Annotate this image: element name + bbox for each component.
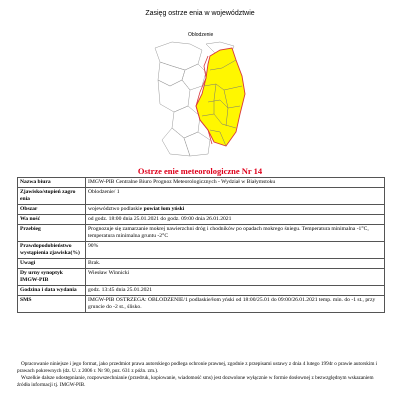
table-row xyxy=(18,258,385,268)
row-label-forecaster: Dy urny synoptyk IMGW-PIB xyxy=(18,268,86,285)
warning-details-table xyxy=(17,177,385,313)
area-county: powiat łom yński xyxy=(143,205,185,212)
row-label-office: Nazwa biura xyxy=(18,178,86,188)
row-value-course: Prognozuje się zamarzanie mokrej nawierzchni dróg i chodników po opadach mokrego śniegu. Temperatura minimalna -1°C, temperatura minimalna gruntu -2°C xyxy=(86,224,385,241)
table-row xyxy=(18,268,385,285)
copyright-notice xyxy=(17,361,385,389)
row-label-sms: SMS xyxy=(18,295,86,312)
row-label-issued: Godzina i data wydania xyxy=(18,285,86,295)
copyright-paragraph-1: Opracowanie niniejsze i jego format, jako przedmiot prawa autorskiego podlega ochronie prawnej, zgodnie z przepisami ustawy z dnia 4 lutego 1994r o prawie autorskim i prawach pokrewnych (dz. U. z 2006 r. Nr 90, poz. 631 z późn. zm.). xyxy=(17,361,378,375)
row-label-area: Obszar xyxy=(18,204,86,214)
row-value-probability: 90% xyxy=(86,241,385,258)
voivodeship-map xyxy=(150,20,250,160)
row-label-course: Przebieg xyxy=(18,224,86,241)
table-row xyxy=(18,187,385,204)
map-title: Zasięg ostrze enia w województwie xyxy=(145,10,255,17)
row-label-remarks: Uwagi xyxy=(18,258,86,268)
table-row xyxy=(18,204,385,214)
table-row xyxy=(18,241,385,258)
row-value-phenomenon: Oblodzenie/ 1 xyxy=(86,187,385,204)
row-label-phenomenon: Zjawisko/stopień zagro enia xyxy=(18,187,86,204)
row-value-office: IMGW-PIB Centralne Biuro Prognoz Meteorologicznych - Wydział w Białymstoku xyxy=(86,178,385,188)
row-value-remarks: Brak. xyxy=(86,258,385,268)
table-row xyxy=(18,224,385,241)
table-row xyxy=(18,178,385,188)
row-label-validity: Wa ność xyxy=(18,214,86,224)
row-value-area xyxy=(86,204,385,214)
row-value-validity: od godz. 18:00 dnia 25.01.2021 do godz. 09:00 dnia 26.01.2021 xyxy=(86,214,385,224)
row-value-sms: IMGW-PIB OSTRZEGA: OBLODZENIE/1 podlaskie/łom yński od 18:00/25.01 do 09:00/26.01.2021 temp. min. do -1 st., przy gruncie do -2 st., ślisko. xyxy=(86,295,385,312)
warning-title: Ostrze enie meteorologiczne Nr 14 xyxy=(137,166,263,176)
region-map xyxy=(150,20,250,160)
row-value-issued: godz. 13:45 dnia 25.01.2021 xyxy=(86,285,385,295)
row-value-forecaster: Wiesław Winnicki xyxy=(86,268,385,285)
table-row xyxy=(18,295,385,312)
map-legend-label: Oblodzenie xyxy=(188,32,214,38)
area-region: województwo podlaskie xyxy=(88,205,144,212)
table-row xyxy=(18,285,385,295)
table-row xyxy=(18,214,385,224)
copyright-paragraph-2: Wszelkie dalsze udostępnianie, rozpowszechnianie (przedruk, kopiowanie, wiadomość sms) jest dozwolone wyłącznie w formie dosłownej z bezwzględnym wskazaniem źródła informacji tj. IMGW-PIB. xyxy=(17,375,374,389)
row-label-probability: Prawdopodobieństwo wystąpienia zjawiska(%) xyxy=(18,241,86,258)
